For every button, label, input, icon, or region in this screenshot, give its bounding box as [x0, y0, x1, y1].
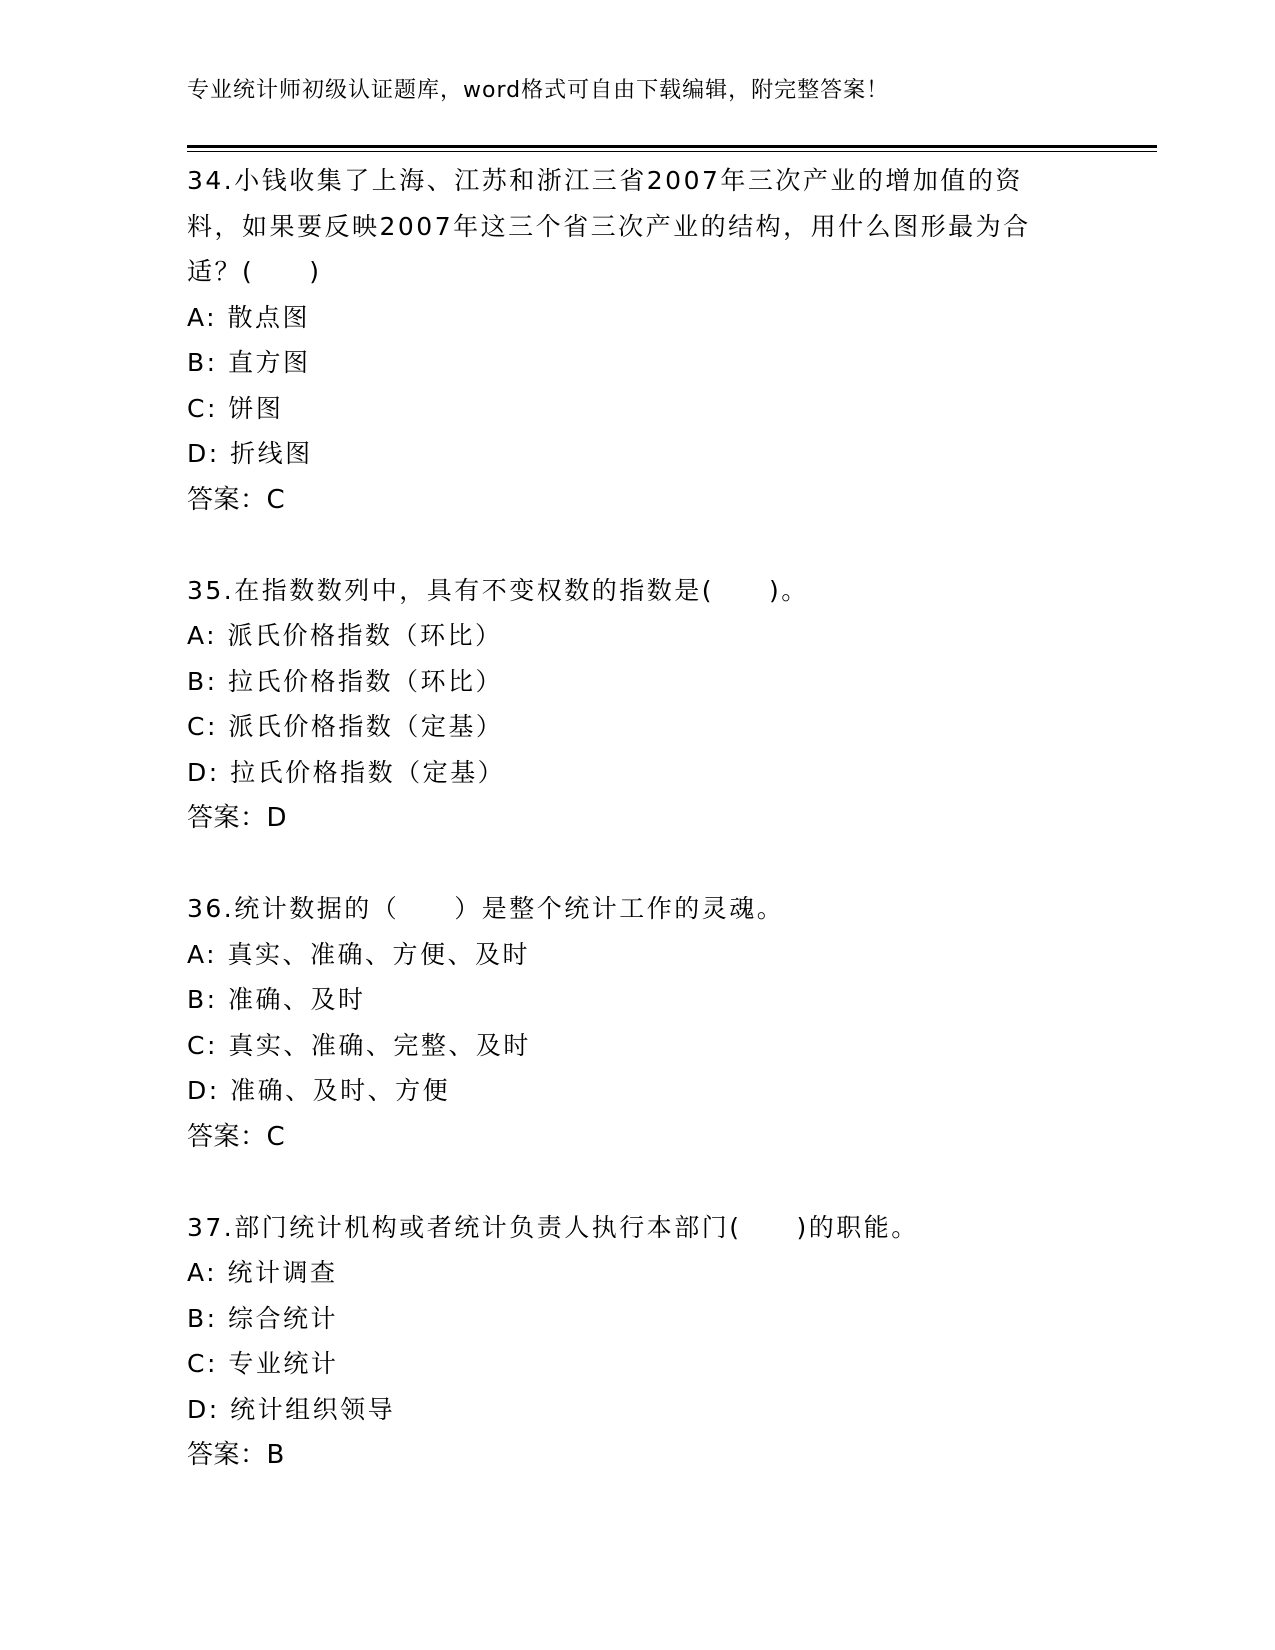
question-35 [187, 568, 1087, 842]
question-36 [187, 886, 1087, 1160]
option-a: A: 散点图 [187, 302, 311, 332]
option-c: C: 派氏价格指数（定基） [187, 712, 504, 741]
question-stem: 34.小钱收集了上海、江苏和浙江三省2007年三次产业的增加值的资料，如果要反映2007年这三个省三次产业的结构，用什么图形最为合适？( ) [187, 166, 1031, 286]
answer-line: 答案：C [187, 484, 286, 515]
option-c: C: 专业统计 [187, 1349, 339, 1378]
option-d: D: 统计组织领导 [187, 1394, 396, 1424]
question-stem: 37.部门统计机构或者统计负责人执行本部门( )的职能。 [187, 1212, 919, 1242]
option-a: A: 真实、准确、方便、及时 [187, 939, 531, 969]
header-divider-thin [187, 151, 1157, 152]
option-c: C: 真实、准确、完整、及时 [187, 1030, 531, 1060]
answer-line: 答案：D [187, 803, 288, 833]
option-b: B: 准确、及时 [187, 985, 366, 1014]
option-a: A: 统计调查 [187, 1258, 338, 1287]
question-stem: 36.统计数据的（ ）是整个统计工作的灵魂。 [187, 894, 785, 923]
option-b: B: 直方图 [187, 348, 311, 377]
option-a: A: 派氏价格指数（环比） [187, 621, 503, 650]
answer-line: 答案：B [187, 1440, 285, 1470]
question-37 [187, 1205, 1087, 1479]
option-d: D: 拉氏价格指数（定基） [187, 757, 506, 787]
option-b: B: 综合统计 [187, 1303, 339, 1333]
answer-line: 答案：C [187, 1121, 286, 1152]
option-d: D: 准确、及时、方便 [187, 1076, 451, 1105]
option-b: B: 拉氏价格指数（环比） [187, 666, 504, 696]
option-c: C: 饼图 [187, 393, 284, 423]
question-list [187, 158, 1087, 1523]
header-divider-thick [187, 145, 1157, 148]
option-d: D: 折线图 [187, 439, 313, 468]
page-header: 专业统计师初级认证题库，word格式可自由下载编辑，附完整答案！ [187, 78, 890, 103]
question-stem: 35.在指数数列中，具有不变权数的指数是( )。 [187, 575, 809, 605]
question-34 [187, 158, 1087, 523]
